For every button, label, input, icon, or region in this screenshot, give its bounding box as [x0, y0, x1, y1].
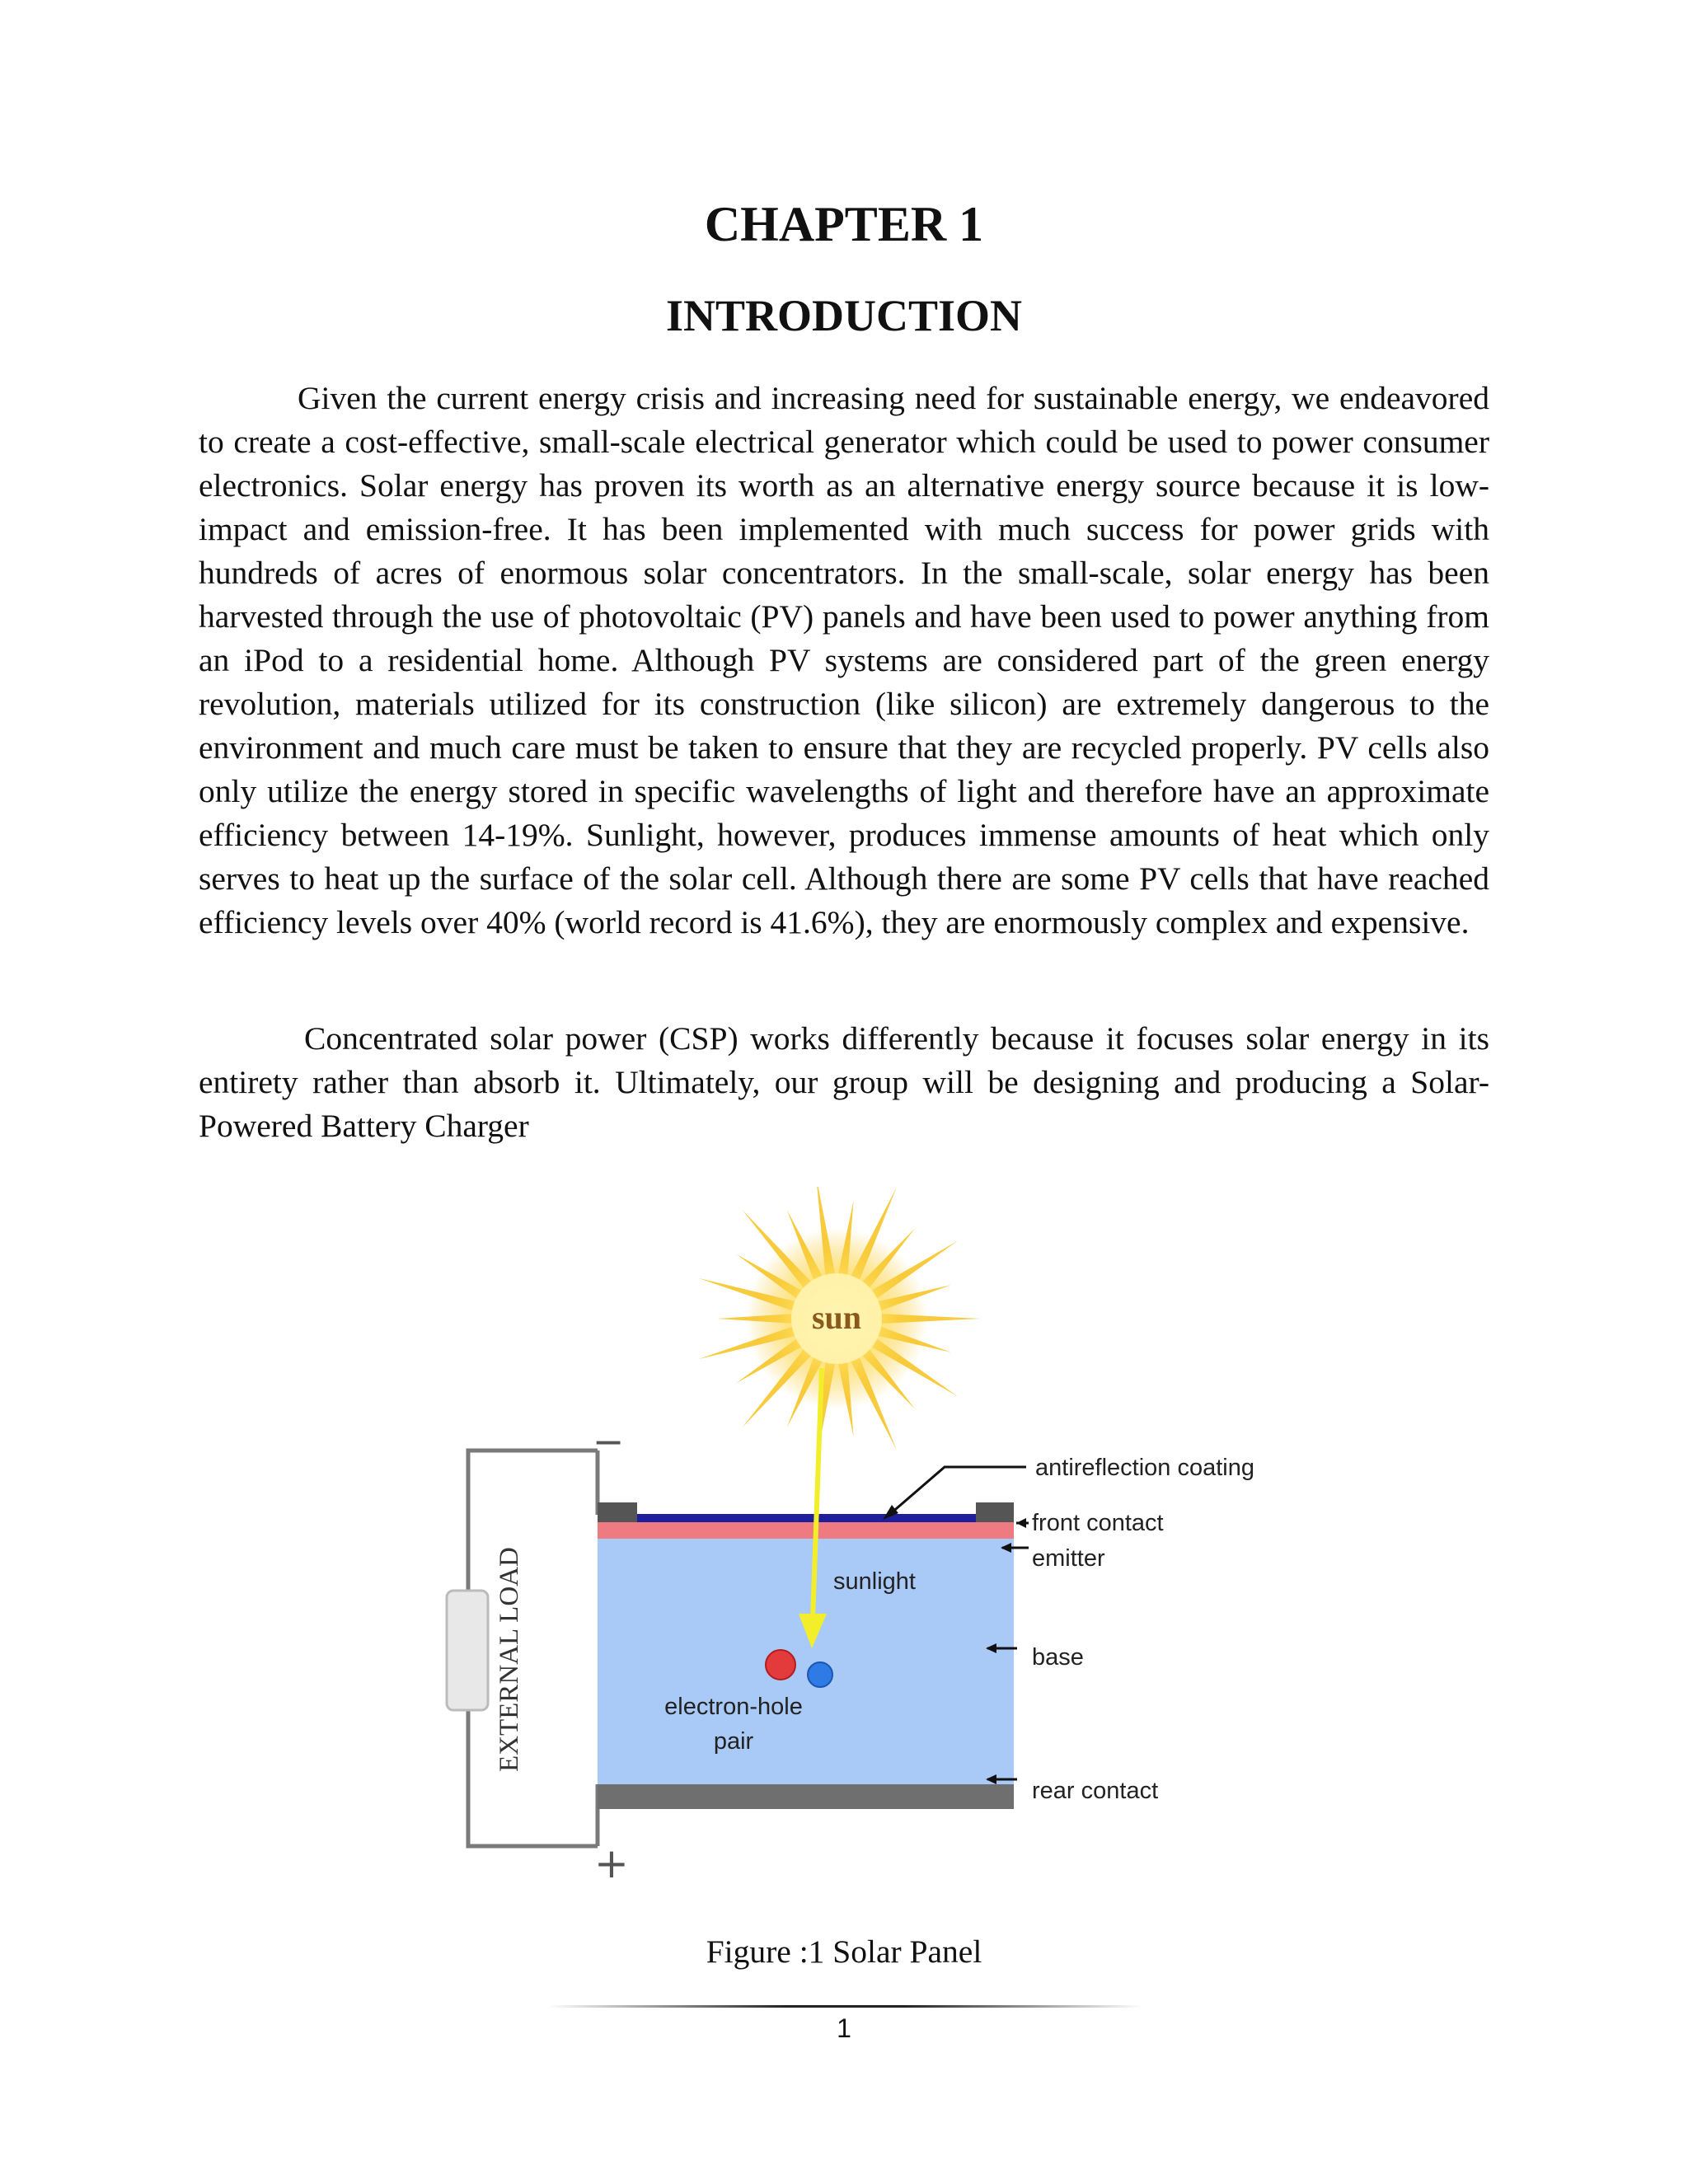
emitter-label: emitter: [1032, 1545, 1105, 1572]
paragraph: Concentrated solar power (CSP) works differently because it focuses solar energy in its entirety rather than absorb it. Ultimately, our group will be designing and producing a Solar-Powered Battery Charger: [199, 1020, 1489, 1144]
emitter-layer: [598, 1521, 1014, 1539]
footer-divider: [548, 2005, 1142, 2008]
rear-contact: [598, 1784, 1014, 1809]
front-contact-label: front contact: [1032, 1510, 1164, 1536]
emitter-callout: [1001, 1543, 1105, 1572]
base-layer: [598, 1537, 1014, 1784]
minus-sign: −: [592, 1419, 625, 1464]
base-label: base: [1032, 1644, 1084, 1671]
section-title: INTRODUCTION: [665, 291, 1023, 340]
page-number: 1: [837, 2013, 851, 2043]
paragraph: Given the current energy crisis and increasing need for sustainable energy, we endeavored to create a cost-effective, small-scale electrical generator which could be used to power consumer electronics. Solar energy has proven its worth as an alternative energy source because it is low-impact and emission-free. It has been implemented with much success for power grids with hundreds of acres of enormous solar concentrators. In the small-scale, solar energy has been harvested through the use of photovoltaic (PV) panels and have been used to power anything from an iPod to a residential home. Although PV systems are considered part of the green energy revolution, materials utilized for its construction (like silicon) are extremely dangerous to the environment and much care must be taken to ensure that they are recycled properly. PV cells also only utilize the energy stored in specific wavelengths of light and therefore have an approximate efficiency between 14-19%. Sunlight, however, produces immense amounts of heat which only serves to heat up the surface of the solar cell. Although there are some PV cells that have reached efficiency levels over 40% (world record is 41.6%), they are enormously complex and expensive.: [199, 380, 1489, 940]
front-contact-right: [976, 1502, 1014, 1522]
electron-hole-label: electron-hole: [664, 1694, 803, 1720]
front-contact-callout: [1016, 1510, 1164, 1536]
solar-cell-diagram: [412, 1187, 1286, 1912]
plus-sign: +: [594, 1840, 629, 1887]
rear-contact-label: rear contact: [1032, 1778, 1159, 1804]
front-contact-left: [598, 1502, 637, 1522]
external-load-label: EXTERNAL LOAD: [495, 1547, 524, 1772]
sun-label: sun: [811, 1299, 862, 1336]
external-load-resistor: [447, 1591, 488, 1710]
figure-caption: Figure :1 Solar Panel: [706, 1933, 982, 1970]
sunlight-label: sunlight: [833, 1568, 916, 1595]
hole-particle: [766, 1650, 795, 1680]
antireflection-layer: [598, 1514, 1014, 1522]
chapter-title: CHAPTER 1: [704, 197, 984, 251]
electron-particle: [808, 1662, 832, 1687]
antireflection-label: antireflection coating: [1035, 1455, 1254, 1481]
electron-hole-label-2: pair: [713, 1728, 754, 1755]
